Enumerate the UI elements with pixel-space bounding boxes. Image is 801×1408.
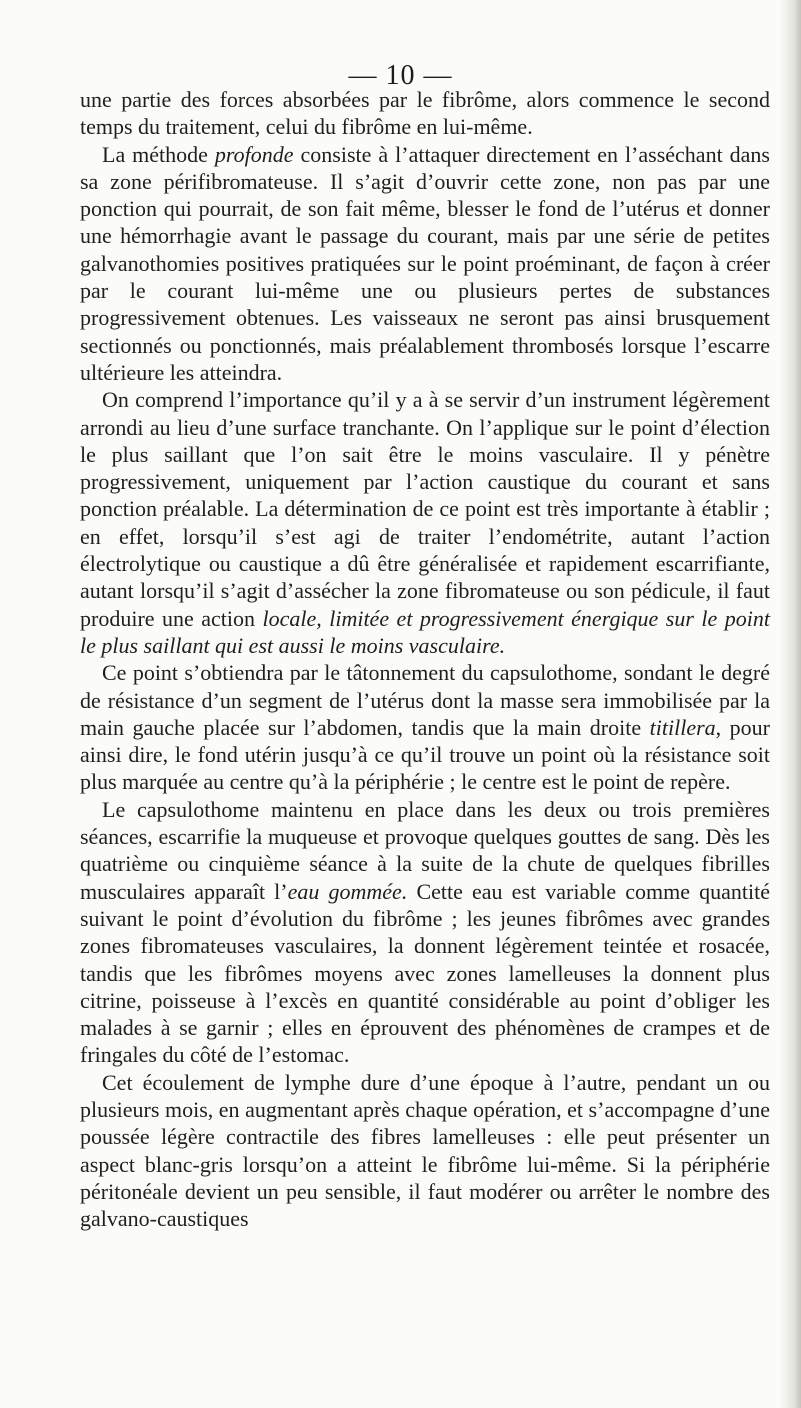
text-run: Le capsulothome maintenu en place dans les deux ou trois premières séances, escarrifie la muqueuse et provoque quelques gouttes de sang. Dès les quatrième ou cinquième séance à la suite de la chute de quelques fibrilles musculaires apparaît l’ [80, 796, 770, 904]
text-run: La méthode [102, 141, 215, 167]
text-run: Ce point s’obtiendra par le tâtonnement du capsulothome, sondant le degré de résistance d’un segment de l’utérus dont la masse sera immobilisée par la main gauche placée sur l’abdomen, tandis que la main droite [80, 660, 770, 740]
italic-run: locale, limitée et progressivement énergique sur le point le plus saillant qui est aussi le moins vasculaire. [80, 605, 770, 658]
text-run: consiste à l’attaquer directement en l’asséchant dans sa zone périfibromateuse. Il s’agit d’ouvrir cette zone, non pas par une ponction qui pourrait, de son fait même, blesser le fond de l’utérus et donner une hémorrhagie avant le passage du courant, mais par une série de petites galvanothomies positives pratiquées sur le point proéminant, de façon à créer par le courant lui-même une ou plusieurs pertes de substances progressivement obtenues. Les vaisseaux ne seront pas ainsi brusquement sectionnés ou ponctionnés, mais préalablement thrombosés lorsque l’escarre ultérieure les atteindra. [80, 141, 770, 385]
page-edge-shadow [779, 0, 801, 1408]
paragraph-2 [80, 141, 770, 387]
italic-run: profonde [214, 141, 294, 167]
paragraph-4 [80, 659, 770, 795]
paragraph-3 [80, 386, 770, 659]
text-run: On comprend l’importance qu’il y a à se servir d’un instrument légèrement arrondi au lieu d’une surface tranchante. On l’applique sur le point d’élection le plus saillant que l’on sait être le moins vasculaire. Il y pénètre progressivement, uniquement par l’action caustique du courant et sans ponction préalable. La détermination de ce point est très importante à établir ; en effet, lorsqu’il s’est agi de traiter l’endométrite, autant l’action électrolytique ou caustique a dû être généralisée et rapidement escarrifiante, autant lorsqu’il s’agit d’assécher la zone fibromateuse ou son pédicule, il faut produire une action [80, 387, 770, 631]
page-number: — 10 — [348, 60, 453, 91]
paragraph-1 [80, 86, 770, 141]
body-text [80, 86, 770, 1232]
text-run: Cet écoulement de lymphe dure d’une époque à l’autre, pendant un ou plusieurs mois, en augmentant après chaque opération, et s’accompagne d’une poussée légère contractile des fibres lamelleuses : elle peut présenter un aspect blanc-gris lorsqu’on a atteint le fibrôme lui-même. Si la périphérie péritonéale devient un peu sensible, il faut modérer ou arrêter le nombre des galvano-caustiques [80, 1069, 770, 1232]
text-run: une partie des forces absorbées par le fibrôme, alors commence le second temps du traitement, celui du fibrôme en lui-même. [80, 87, 770, 140]
italic-run: eau gommée. [287, 878, 408, 904]
text-run: , pour ainsi dire, le fond utérin jusqu’à ce qu’il trouve un point où la résistance soit plus marquée au centre qu’à la périphérie ; le centre est le point de repère. [80, 714, 771, 795]
italic-run: titillera [649, 714, 716, 740]
text-run: Cette eau est variable comme quantité suivant le point d’évolution du fibrôme ; les jeunes fibrômes avec grandes zones fibromateuses vasculaires, la donnent légèrement teintée et rosacée, tandis que les fibrômes moyens avec zones lamelleuses la donnent plus citrine, poisseuse à l’excès en quantité considérable au point d’obliger les malades à se garnir ; elles en éprouvent des phénomènes de crampes et de fringales du côté de l’estomac. [80, 878, 770, 1068]
paragraph-6 [80, 1069, 770, 1233]
paragraph-5 [80, 796, 770, 1069]
